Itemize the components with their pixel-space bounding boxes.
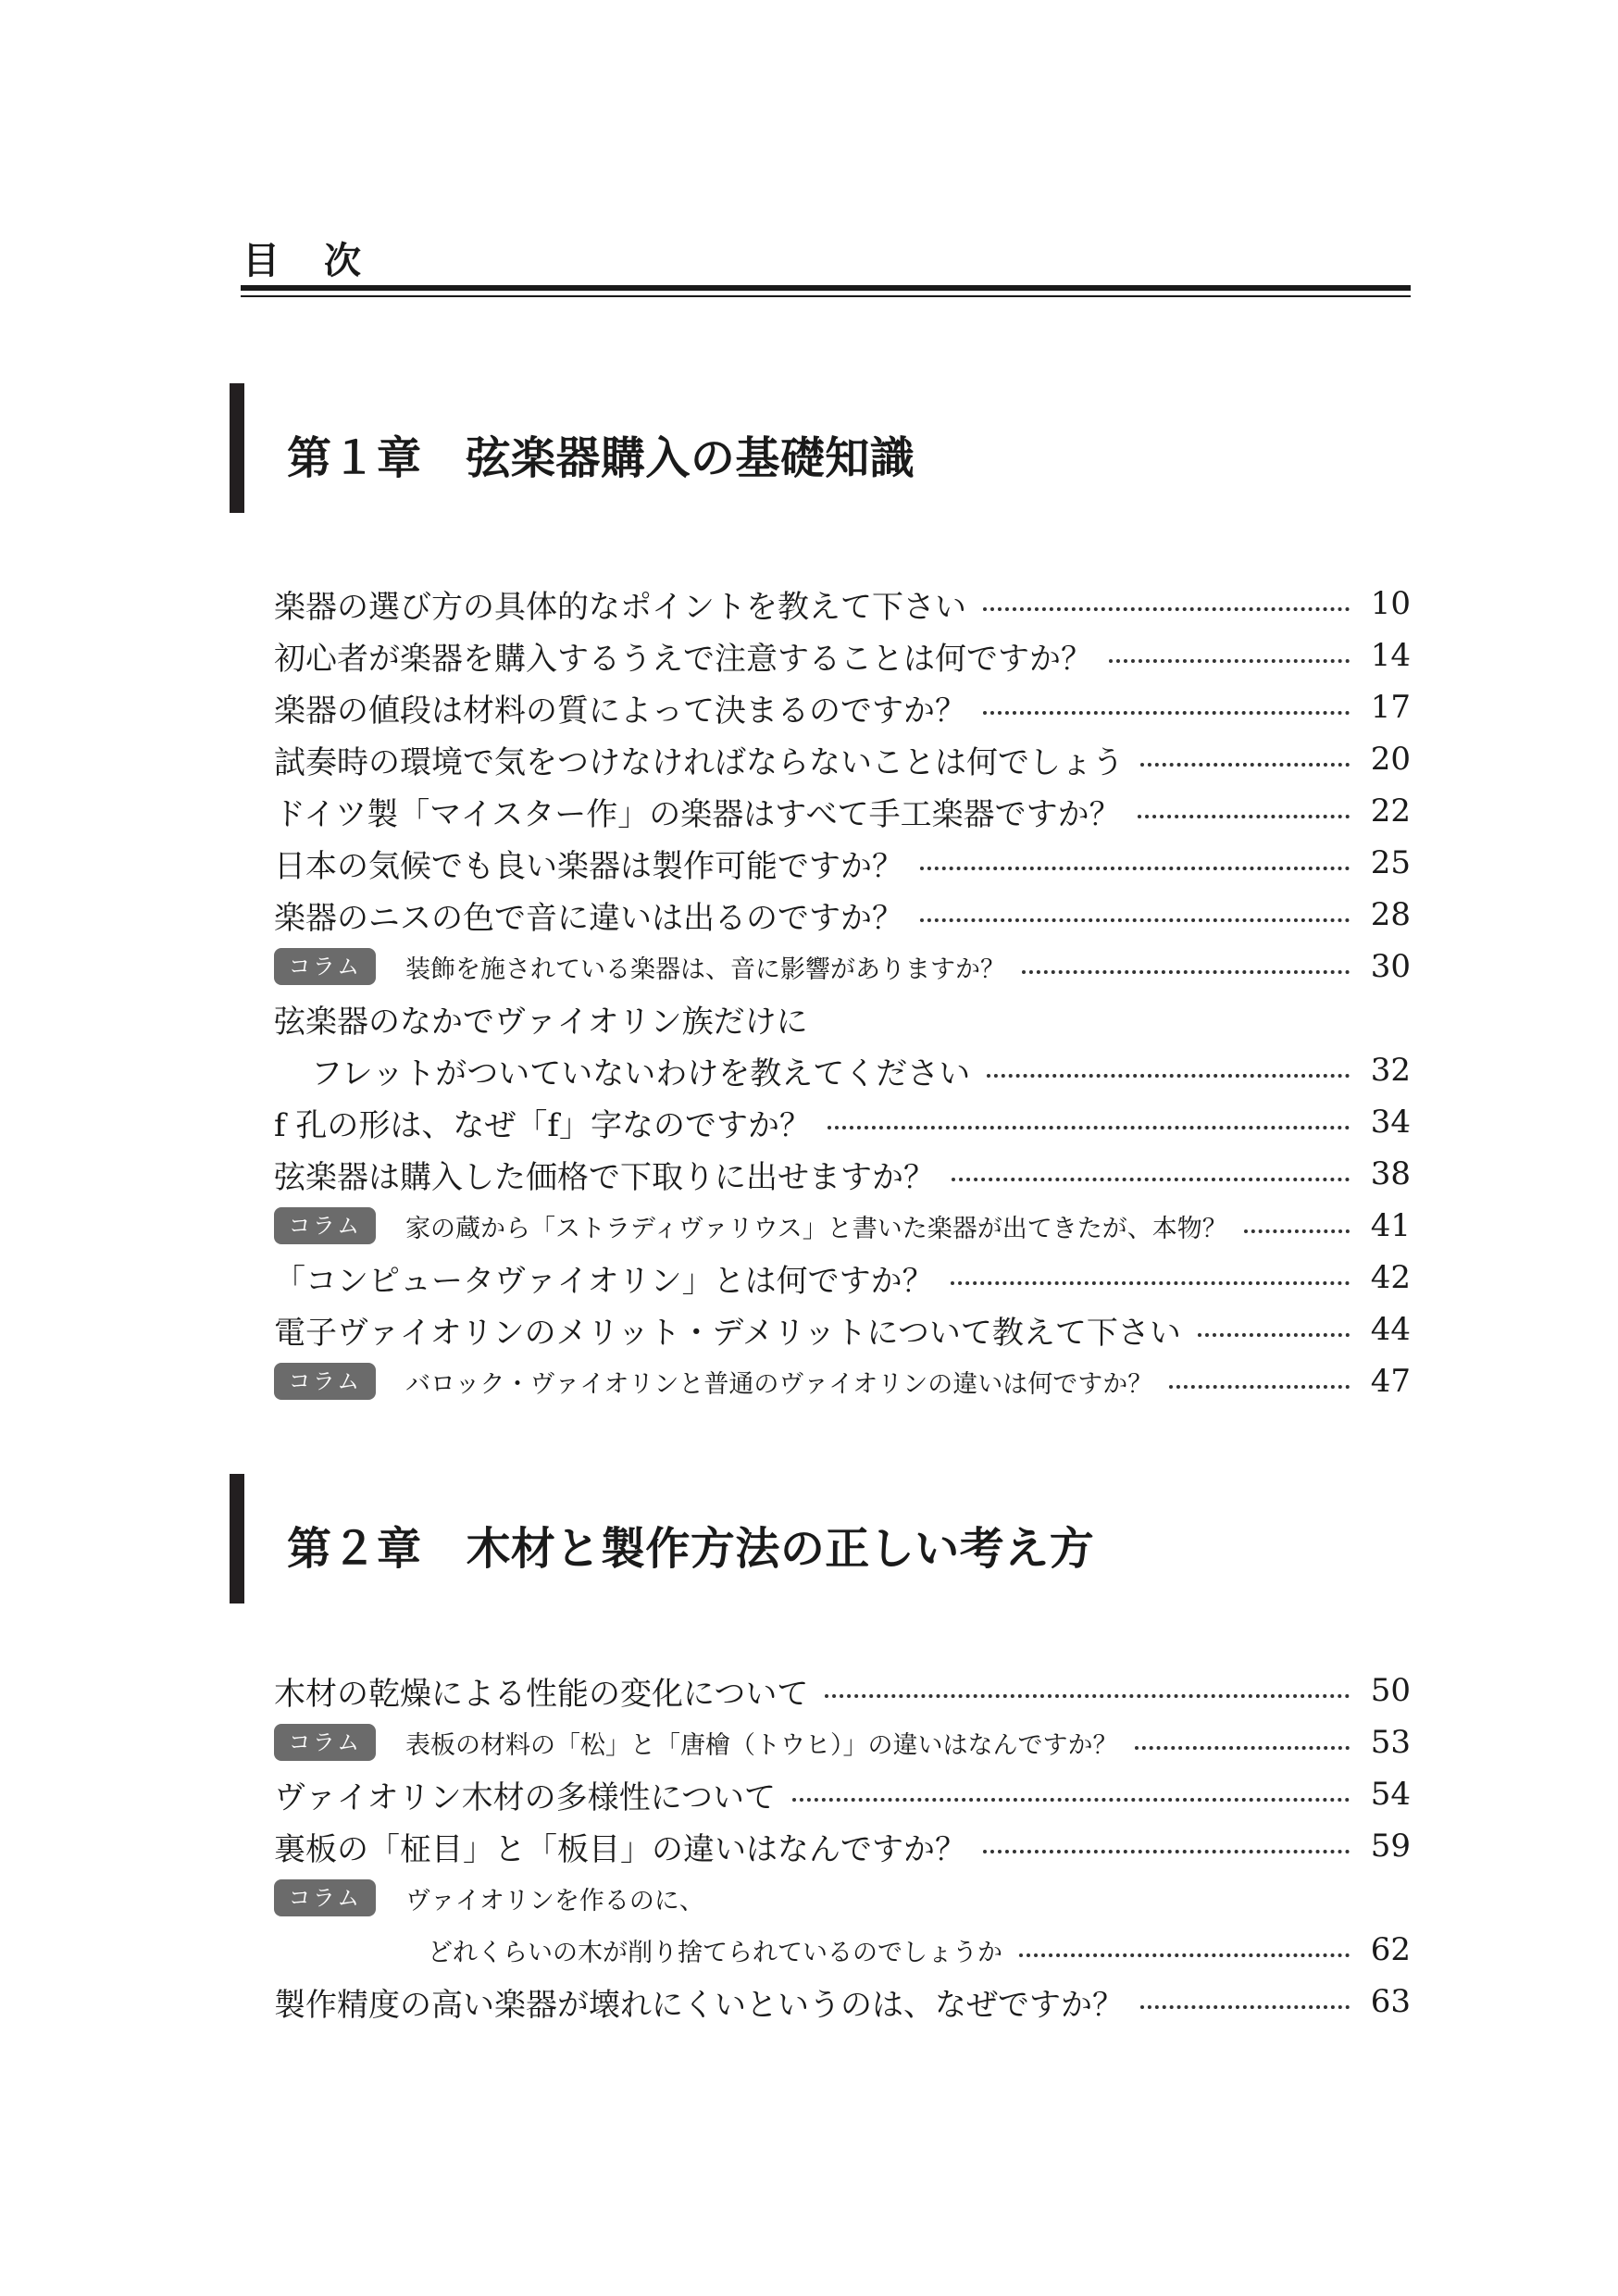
toc-page-number: 17 (1370, 689, 1411, 726)
chapter-2-toc (274, 1665, 1411, 2028)
leader-dots (1135, 1746, 1350, 1750)
leader-dots (951, 1281, 1350, 1285)
toc-page-number: 44 (1370, 1311, 1411, 1348)
toc-entry-text: 木材の乾燥による性能の変化について (274, 1675, 809, 1713)
toc-entry[interactable] (274, 889, 1411, 941)
toc-column-entry[interactable] (274, 1355, 1411, 1407)
toc-page-number: 32 (1370, 1052, 1411, 1089)
toc-page-number: 25 (1370, 844, 1411, 881)
toc-entry-text: 楽器のニスの色で音に違いは出るのですか？ (274, 899, 903, 937)
leader-dots (952, 1178, 1350, 1181)
chapter-bar (230, 1474, 244, 1603)
chapter-1-toc (274, 578, 1411, 1407)
toc-entry[interactable] (274, 1820, 1411, 1872)
toc-entry[interactable] (274, 733, 1411, 785)
toc-page-number: 30 (1370, 948, 1411, 985)
toc-entry-text: ヴァイオリンを作るのに、 (405, 1886, 704, 1915)
toc-page-number: 59 (1370, 1828, 1411, 1865)
column-badge: コラム (274, 1724, 376, 1761)
toc-page-number: 63 (1370, 1983, 1411, 2020)
toc-entry[interactable] (274, 1252, 1411, 1304)
toc-entry-text: 電子ヴァイオリンのメリット・デメリットについて教えて下さい (274, 1314, 1181, 1352)
leader-dots (792, 1798, 1350, 1802)
toc-page-number: 47 (1370, 1363, 1411, 1400)
leader-dots (1109, 659, 1350, 663)
column-badge: コラム (274, 1363, 376, 1400)
leader-dots (983, 711, 1350, 715)
chapter-title-text: 木材と製作方法の正しい考え方 (466, 1523, 1095, 1575)
toc-entry-text: f 孔の形は、なぜ「f」字なのですか？ (274, 1106, 811, 1144)
toc-page-number: 50 (1370, 1672, 1411, 1709)
toc-entry[interactable] (274, 1148, 1411, 1200)
toc-entry-text: 表板の材料の「松」と「唐檜（トウヒ）」の違いはなんですか？ (405, 1730, 1118, 1760)
leader-dots (920, 867, 1350, 870)
leader-dots (1244, 1229, 1350, 1233)
toc-entry[interactable] (274, 992, 1411, 1044)
leader-dots (1022, 970, 1350, 974)
toc-entry-text: 楽器の値段は材料の質によって決まるのですか？ (274, 692, 966, 730)
leader-dots (825, 1694, 1350, 1698)
toc-entry[interactable] (274, 1096, 1411, 1148)
toc-column-entry[interactable] (274, 1200, 1411, 1252)
toc-entry-text: 弦楽器のなかでヴァイオリン族だけに (274, 1003, 808, 1041)
toc-entry-text: 初心者が楽器を購入するうえで注意することは何ですか？ (274, 640, 1092, 678)
leader-dots (983, 607, 1350, 611)
toc-page-number: 41 (1370, 1207, 1411, 1244)
toc-entry-text: ドイツ製「マイスター作」の楽器はすべて手工楽器ですか？ (274, 795, 1121, 833)
toc-entry-text: 装飾を施されている楽器は、音に影響がありますか？ (405, 955, 1005, 984)
toc-page-number: 62 (1370, 1931, 1411, 1968)
toc-page-number: 54 (1370, 1776, 1411, 1813)
page-title: 目 次 (243, 240, 365, 282)
toc-entry-text: バロック・ヴァイオリンと普通のヴァイオリンの違いは何ですか？ (405, 1369, 1153, 1399)
toc-entry-text: 楽器の選び方の具体的なポイントを教えて下さい (274, 588, 966, 626)
leader-dots (828, 1126, 1350, 1129)
toc-entry-text: どれくらいの木が削り捨てられているのでしょうか (428, 1938, 1002, 1967)
title-rule (241, 285, 1411, 297)
toc-entry-text: 製作精度の高い楽器が壊れにくいというのは、なぜですか？ (274, 1986, 1124, 2024)
toc-page-number: 42 (1370, 1259, 1411, 1296)
toc-page-number: 20 (1370, 741, 1411, 778)
toc-page-number: 34 (1370, 1104, 1411, 1141)
toc-column-entry[interactable] (274, 1716, 1411, 1768)
toc-entry[interactable] (274, 785, 1411, 837)
column-badge: コラム (274, 948, 376, 985)
toc-entry-continued[interactable] (274, 1044, 1411, 1096)
leader-dots (983, 1850, 1350, 1853)
toc-entry[interactable] (274, 1976, 1411, 2028)
toc-entry-text: 「コンピュータヴァイオリン」とは何ですか？ (274, 1262, 934, 1300)
column-badge: コラム (274, 1879, 376, 1916)
toc-entry-text: 試奏時の環境で気をつけなければならないことは何でしょう (274, 743, 1124, 781)
toc-column-entry[interactable] (274, 941, 1411, 992)
toc-entry-text: 裏板の「柾目」と「板目」の違いはなんですか？ (274, 1830, 966, 1868)
leader-dots (1169, 1385, 1350, 1389)
toc-column-entry[interactable] (274, 1872, 1411, 1924)
leader-dots (1019, 1953, 1350, 1957)
toc-entry[interactable] (274, 1665, 1411, 1716)
toc-entry-text: 家の蔵から「ストラディヴァリウス」と書いた楽器が出てきたが、本物？ (405, 1214, 1227, 1243)
toc-page-number: 38 (1370, 1155, 1411, 1192)
toc-page-number: 53 (1370, 1724, 1411, 1761)
chapter-title-text: 弦楽器購入の基礎知識 (466, 432, 915, 484)
toc-entry[interactable] (274, 837, 1411, 889)
toc-entry[interactable] (274, 1768, 1411, 1820)
toc-entry-text: フレットがついていないわけを教えてください (311, 1054, 971, 1092)
chapter-title (287, 422, 915, 486)
toc-entry[interactable] (274, 681, 1411, 733)
chapter-number: 第２章 (287, 1523, 422, 1575)
leader-dots (987, 1074, 1350, 1078)
leader-dots (1138, 815, 1350, 818)
toc-entry[interactable] (274, 630, 1411, 681)
leader-dots (1198, 1333, 1350, 1337)
toc-entry-text: 日本の気候でも良い楽器は製作可能ですか？ (274, 847, 903, 885)
toc-entry-text: 弦楽器は購入した価格で下取りに出せますか？ (274, 1158, 935, 1196)
chapter-number: 第１章 (287, 432, 422, 484)
toc-page-number: 10 (1370, 585, 1411, 622)
toc-entry[interactable] (274, 1304, 1411, 1355)
column-badge: コラム (274, 1207, 376, 1244)
toc-column-entry-continued[interactable] (274, 1924, 1411, 1976)
leader-dots (1140, 2005, 1350, 2009)
leader-dots (920, 918, 1350, 922)
toc-page-number: 14 (1370, 637, 1411, 674)
leader-dots (1140, 763, 1350, 767)
toc-page-number: 28 (1370, 896, 1411, 933)
toc-entry[interactable] (274, 578, 1411, 630)
chapter-title (287, 1513, 1094, 1577)
chapter-bar (230, 383, 244, 513)
toc-page-number: 22 (1370, 792, 1411, 830)
toc-entry-text: ヴァイオリン木材の多様性について (274, 1778, 776, 1816)
